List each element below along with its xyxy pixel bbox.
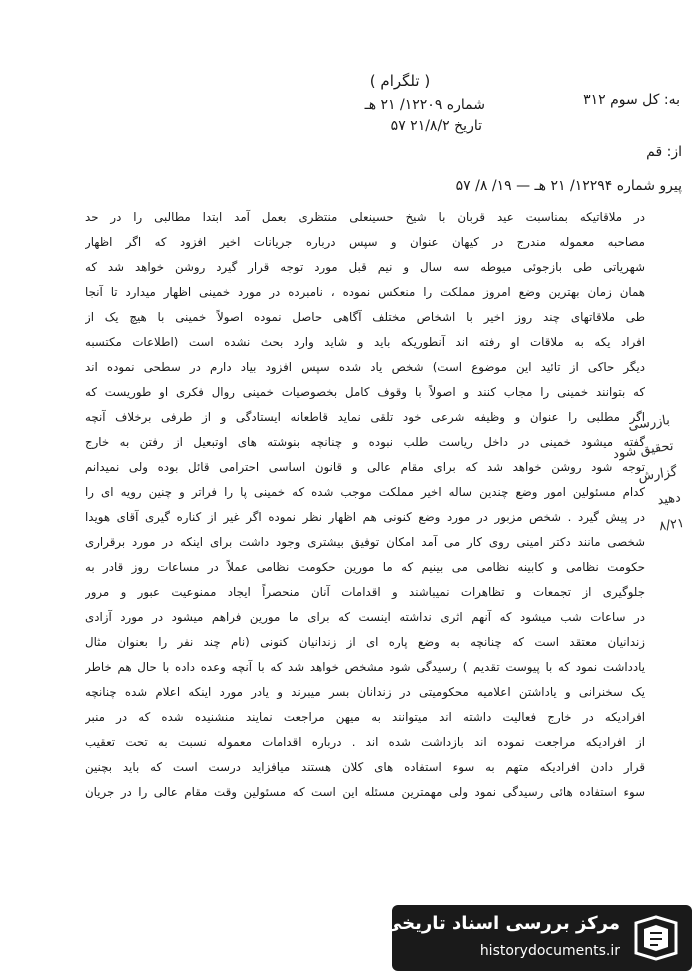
watermark-title: مرکز بررسی اسناد تاریخی	[383, 913, 620, 934]
body-line: مصاحبه معموله مندرج در کیهان عنوان و سپس درباره جریانات اخیر افزود که اگر اظهار	[85, 235, 645, 249]
body-line: سوء استفاده هائی رسیدگی نمود ولی مهمترین مسئله این است که مسئولین وقت مقام عالی را در جریان	[85, 785, 645, 799]
body-line: جلوگیری از تجمعات و تظاهرات نمیباشند و اقدامات آنان منحصراً ایجاد ممنوعیت عبور و مرور	[85, 585, 645, 599]
body-line: گفته میشود خمینی در داخل ریاست طلب نبوده و چنانچه بنوشته های اوتبعیل از رفتن به خارج	[85, 435, 645, 449]
body-line: حکومت نظامی و کابینه نظامی می بینیم که ما مورین حکومت نظامی عملاً در مساعات روز قادر به	[85, 560, 645, 574]
body-line: که بتوانند خمینی را مجاب کنند و اصولاً با وقوف کامل بخصوصیات خمینی روال فکری او طوریست که	[85, 385, 645, 399]
margin-note-line: بازرسی	[627, 412, 671, 434]
margin-note-line: تحقیق شود	[612, 438, 675, 463]
recipient-line: به: کل سوم ۳۱۲	[583, 92, 680, 108]
body-line: شهریاتی طی بازجوئی میوطه سه سال و نیم قبل مورد توجه قرار گیرد روشن خواهد شد که	[85, 260, 645, 274]
body-line: افراد یکه به ملاقات او رفته اند آنطوریکه باید و شاید وارد بحث نشده است (اطلاعات مکتسبه	[85, 335, 645, 349]
margin-note-line: ۸/۲۱	[658, 515, 686, 535]
body-line: یادداشت نمود که با پیوست تقدیم ) رسیدگی شود مشخص خواهد شد که با آنچه وعده داده با حال هم خاطر	[85, 660, 645, 674]
body-line: یک سخنرانی و یاداشتن اعلامیه محکومیتی در زندانان بسر میبرند و یادر مورد اینکه اعلام شده چنانچه	[85, 685, 645, 699]
body-line: طی ملاقاتهای چند روز اخیر با اشخاص مختلف آگاهی حاصل نموده اصولاً خمینی با هیچ یک از	[85, 310, 645, 324]
body-line: در ساعات شب میشود که آنهم اثری نداشته اینست که برای ما مورین فراهم میشود در مورد آزادی	[85, 610, 645, 624]
document-number: شماره ۱۲۲۰۹/ ۲۱ هـ	[364, 97, 485, 113]
body-line: زندانیان معتقد است که چنانچه به وضع پاره ای از زندانیان کنونی (نام چند نفر را بعنوان مثال	[85, 635, 645, 649]
body-line: همان زمان بهترین وضع امروز مملکت را منعکس نموده ، نامبرده در مورد خمینی اظهار میدارد تا آنجا	[85, 285, 645, 299]
body-line: در پیش گیرد . شخص مزبور در مورد وضع کنونی هم اظهار نظر نموده اگر غیر از کناره گیری آقای هویدا	[85, 510, 645, 524]
body-line: توجه شود روشن خواهد شد که برای مقام عالی و قانون اساسی احترامی قائل بوده ولی نمیدانم	[85, 460, 645, 474]
archive-logo-icon	[630, 913, 682, 963]
margin-note-line: دهید	[656, 490, 682, 509]
archive-watermark	[383, 905, 692, 971]
reference-line: پیرو شماره ۱۲۲۹۴/ ۲۱ هـ — ۱۹/ ۸/ ۵۷	[455, 178, 682, 194]
body-line: از افرادیکه مراجعت نموده اند بازداشت شده اند . درباره اقدامات معموله نسبت به تحت تعقیب	[85, 735, 645, 749]
sender-line: از: قم	[646, 144, 682, 160]
body-line: کدام مسئولین امور وضع چندین ساله اخیر مملکت موجب شده که خمینی پا را فراتر و چنین رویه ای را	[85, 485, 645, 499]
body-line: دیگر حاکی از تائید این موضوع است) شخص یاد شده سپس افزود بیاد دارم در سطحی نموده اند	[85, 360, 645, 374]
body-line: افرادیکه در خارج فعالیت داشته اند میتوانند به میهن مراجعت نمایند منشنیده شده که در منبر	[85, 710, 645, 724]
body-line: در ملاقاتیکه بمناسبت عید قربان با شیخ حسینعلی منتظری بعمل آمد ابتدا مطالبی را در حد	[85, 210, 645, 224]
body-line: قرار دادن افرادیکه متهم به سوء استفاده های کلان هستند میافزاید درست است که باید بچنین	[85, 760, 645, 774]
margin-note-line: گزارش	[637, 464, 679, 485]
body-line: اگر مطلبی را عنوان و وظیفه شرعی خود تلقی نماید قاطعانه ایستادگی و از طرفی برخلاف آنچه	[85, 410, 645, 424]
document-title: ( تلگرام )	[369, 72, 431, 90]
document-body	[85, 205, 645, 805]
body-line: شخصی مانند دکتر امینی روی کار می آمد امکان توفیق بیشتری وجود داشت برای اینکه در مورد برقراری	[85, 535, 645, 549]
watermark-url: historydocuments.ir	[479, 943, 620, 959]
document-date: تاریخ ۲۱/۸/۲ ۵۷	[390, 118, 482, 134]
